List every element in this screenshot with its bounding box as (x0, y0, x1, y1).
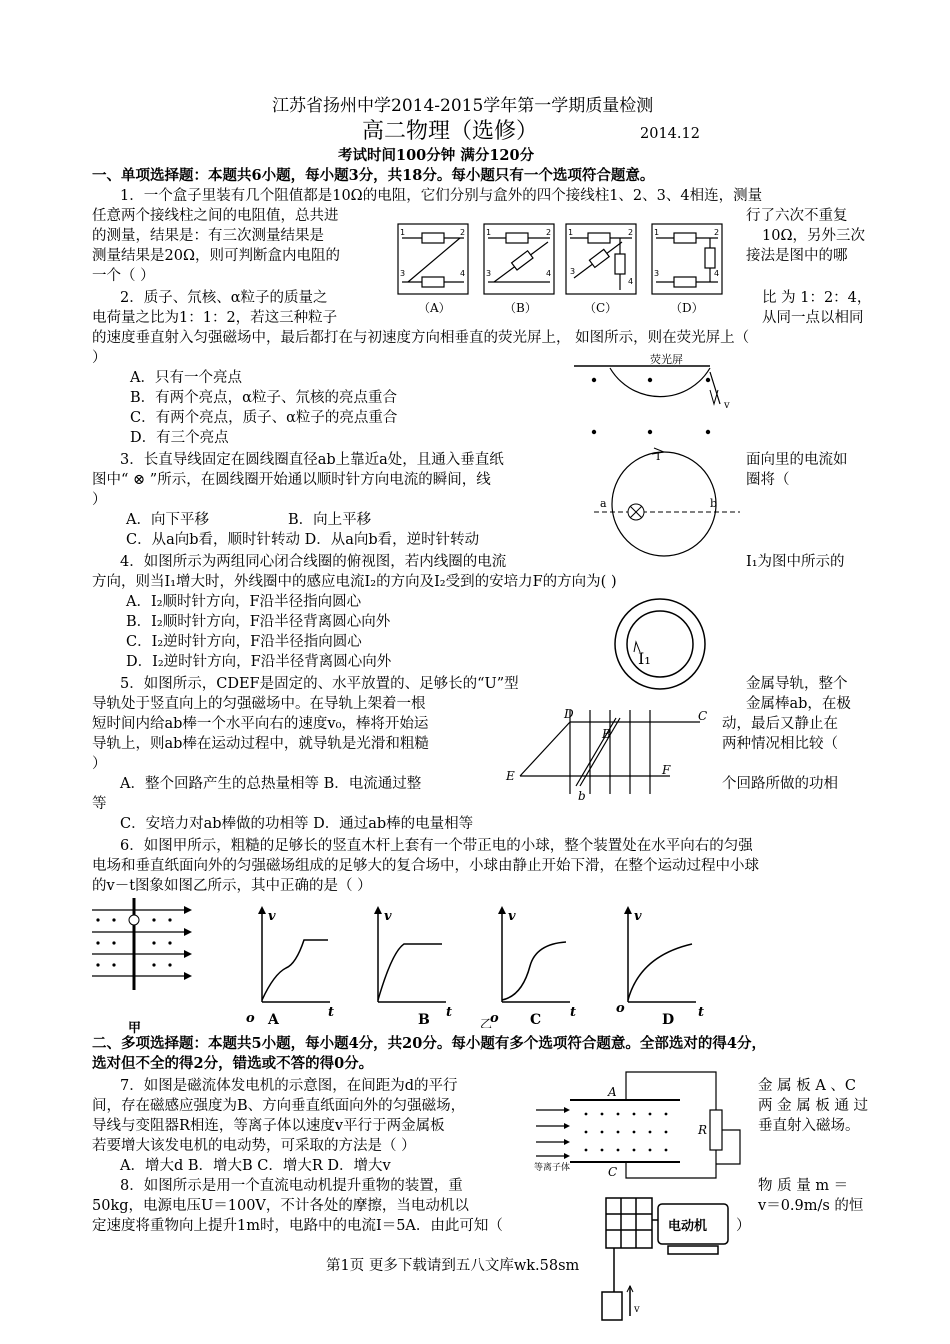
q6-graph-c-v: v (508, 909, 516, 924)
q5-fig-label-b-lower: b (578, 789, 586, 803)
svg-text:3: 3 (654, 269, 660, 278)
q6-graph-a-o: o (246, 1011, 255, 1026)
q6-graph-d-t: t (698, 1005, 705, 1020)
q7-fig-plasma-label: 等离子体 (534, 1163, 571, 1173)
q2-line2b: 从同一点以相同 (762, 310, 864, 326)
q3-line3: ） (92, 492, 107, 508)
q7-line1a: 7．如图是磁流体发电机的示意图，在间距为d的平行 (120, 1078, 458, 1094)
q6-graph-label-a: A (268, 1012, 279, 1028)
footer-text: 第1页 更多下载请到五八文库wk.58sm (326, 1258, 580, 1274)
q3-line2b: 圈将（ (746, 472, 790, 488)
q6-field-figure (88, 898, 198, 1034)
q1-line1: 1．一个盒子里装有几个阻值都是10Ω的电阻，它们分别与盒外的四个接线柱1、2、3、4相连，测量 (120, 188, 763, 204)
q5-line1b: 金属导轨，整个 (746, 676, 848, 692)
q1-line3b: 10Ω，另外三次 (762, 228, 865, 244)
q6-fig-yi-label: 乙 (480, 1017, 493, 1028)
q1-line2a: 任意两个接线柱之间的电阻值，总共进 (92, 208, 339, 224)
school-title: 江苏省扬州中学2014-2015学年第一学期质量检测 (272, 96, 654, 116)
q5-line1a: 5．如图所示，CDEF是固定的、水平放置的、足够长的“U”型 (120, 676, 519, 692)
q5-line6b: 个回路所做的功相 (722, 776, 838, 792)
svg-text:4: 4 (714, 269, 720, 278)
q3-option-b: B．向上平移 (288, 512, 372, 528)
subject-title: 高二物理（选修） (362, 119, 539, 144)
q5-line4a: 导轨上，则ab棒在运动过程中，就导轨是光滑和粗糙 (92, 736, 429, 752)
q4-option-b: B．I₂顺时针方向，F沿半径背离圆心向外 (126, 614, 391, 630)
q5-line2b: 金属棒ab，在极 (746, 696, 851, 712)
q2-line1a: 2．质子、氘核、α粒子的质量之 (120, 290, 328, 306)
q2-option-d: D．有三个亮点 (130, 430, 229, 446)
section1-heading: 一、单项选择题：本题共6小题，每小题3分，共18分。每小题只有一个选项符合题意。 (92, 167, 655, 184)
q1-line2b: 行了六次不重复 (746, 208, 848, 224)
svg-text:3: 3 (400, 269, 406, 278)
q1-resistor-figures (394, 220, 740, 320)
q6-line2: 电场和垂直纸面向外的匀强磁场组成的足够大的复合场中，小球由静止开始下滑，在整个运动过程中小球 (92, 858, 759, 874)
q2-line1b: 比 为 1：2：4， (762, 290, 872, 306)
q7-line3a: 导线与变阻器R相连，等离子体以速度v平行于两金属板 (92, 1118, 445, 1134)
q3-line1a: 3．长直导线固定在圆线圈直径ab上靠近a处，且通入垂直纸 (120, 452, 504, 468)
q8-fig-v-label: v (634, 1304, 640, 1315)
q8-motor-figure (598, 1190, 748, 1330)
q3-coil-figure (592, 446, 742, 558)
q2-line2a: 电荷量之比为1：1：2，若这三种粒子 (92, 310, 338, 326)
q4-line2: 方向，则当I₁增大时，外线圈中的感应电流I₂的方向及I₂受到的安培力F的方向为( ) (92, 574, 617, 590)
q1-line4a: 测量结果是20Ω，则可判断盒内电阻的 (92, 248, 340, 264)
q4-option-a: A．I₂顺时针方向，F沿半径指向圆心 (126, 594, 362, 610)
section2-heading-line2: 选对但不全的得2分，错选或不答的得0分。 (92, 1055, 374, 1072)
q6-graph-d-o: o (616, 1001, 625, 1016)
q7-fig-c-label: C (608, 1165, 618, 1179)
q1-line4b: 接法是图中的哪 (746, 248, 848, 264)
q5-fig-label-e: E (506, 769, 515, 783)
q6-line1: 6．如图甲所示，粗糙的足够长的竖直木杆上套有一个带正电的小球，整个装置处在水平向右的匀强 (120, 838, 753, 854)
svg-text:4: 4 (460, 269, 466, 278)
q6-graph-label-b: B (418, 1012, 430, 1028)
svg-text:2: 2 (460, 228, 466, 237)
svg-text:1: 1 (400, 228, 406, 237)
q7-line4: 若要增大该发电机的电动势，可采取的方法是（ ） (92, 1138, 416, 1154)
q5-fig-label-c: C (698, 709, 708, 723)
q5-line6a: A．整个回路产生的总热量相等 B．电流通过整 (120, 776, 422, 792)
q8-line3a: 定速度将重物向上提升1m时，电路中的电流I＝5A．由此可知（ (92, 1218, 503, 1234)
q1-fig-label-a: （A） (418, 301, 451, 315)
q7-line1b: 金 属 板 A 、C (758, 1078, 857, 1094)
q6-vt-graphs (240, 906, 720, 1028)
q4-fig-i1-label: I₁ (638, 649, 651, 668)
svg-text:3: 3 (570, 267, 576, 276)
q7-line3b: 垂直射入磁场。 (758, 1118, 860, 1134)
q4-option-c: C．I₂逆时针方向，F沿半径指向圆心 (126, 634, 362, 650)
q6-graph-c-o: o (490, 1011, 499, 1026)
q3-option-a: A．向下平移 (126, 512, 209, 528)
q1-line3a: 的测量，结果是：有三次测量结果是 (92, 228, 324, 244)
svg-text:1: 1 (654, 228, 660, 237)
section2-heading-line1: 二、多项选择题：本题共5小题，每小题4分，共20分。每小题有多个选项符合题意。全部选对的得4分， (92, 1035, 766, 1052)
q3-line2a: 图中“ ⊗ ”所示，在圆线圈开始通以顺时针方向电流的瞬间，线 (92, 472, 491, 488)
q4-option-d: D．I₂逆时针方向，F沿半径背离圆心向外 (126, 654, 392, 670)
svg-text:4: 4 (546, 269, 552, 278)
q5-rail-figure (500, 704, 720, 804)
q4-concentric-coils-figure (612, 596, 708, 692)
q6-graph-c-t: t (570, 1005, 577, 1020)
q3-fig-i-label: I (656, 450, 661, 463)
svg-text:2: 2 (628, 228, 634, 237)
q1-fig-label-c: （C） (584, 301, 618, 315)
q5-line7: 等 (92, 796, 107, 812)
q7-mhd-generator-figure (530, 1070, 746, 1180)
q8-line1b: 物 质 量 m ＝ (758, 1178, 849, 1194)
q2-fig-v-label: v (724, 400, 730, 411)
q5-fig-label-f: F (662, 763, 671, 777)
svg-text:2: 2 (714, 228, 720, 237)
q3-fig-b-label: b (710, 497, 718, 510)
q2-fig-screen-label: 荧光屏 (650, 353, 683, 366)
q2-line4: ） (92, 350, 107, 366)
q4-line1b: I₁为图中所示的 (746, 554, 845, 570)
q6-graph-d-v: v (634, 909, 642, 924)
q5-fig-label-d: D (564, 707, 574, 721)
q5-line2a: 导轨处于竖直向上的匀强磁场中。在导轨上架着一根 (92, 696, 426, 712)
exam-date: 2014.12 (640, 126, 700, 142)
q2-screen-figure (570, 350, 750, 446)
q7-line2b: 两 金 属 板 通 过 (758, 1098, 869, 1114)
q2-option-b: B．有两个亮点，α粒子、氘核的亮点重合 (130, 390, 397, 406)
svg-text:4: 4 (628, 277, 634, 286)
q6-graph-a-v: v (268, 909, 276, 924)
q5-line3a: 短时间内给ab棒一个水平向右的速度v₀，棒将开始运 (92, 716, 429, 732)
q2-line3: 的速度垂直射入匀强磁场中，最后都打在与初速度方向相垂直的荧光屏上， 如图所示，则在荧光屏上（ (92, 330, 750, 346)
q7-line2a: 间，存在磁感应强度为B、方向垂直纸面向外的匀强磁场， (92, 1098, 466, 1114)
q7-fig-r-label: R (698, 1123, 708, 1137)
q6-graph-a-t: t (328, 1005, 335, 1020)
q5-line8: C．安培力对ab棒做的功相等 D．通过ab棒的电量相等 (120, 816, 474, 832)
q1-fig-label-b: （B） (504, 301, 537, 315)
exam-info: 考试时间100分钟 满分120分 (338, 147, 535, 164)
q6-graph-b-v: v (384, 909, 392, 924)
svg-text:1: 1 (568, 228, 574, 237)
q5-line4b: 两种情况相比较（ (722, 736, 838, 752)
svg-text:2: 2 (546, 228, 552, 237)
q6-graph-label-c: C (530, 1012, 542, 1028)
q5-line3b: 动，最后又静止在 (722, 716, 838, 732)
svg-text:3: 3 (486, 269, 492, 278)
q6-graph-b-t: t (446, 1005, 453, 1020)
q7-fig-a-label: A (608, 1085, 617, 1099)
q3-line1b: 面向里的电流如 (746, 452, 848, 468)
q5-fig-label-b-upper: B (602, 727, 611, 741)
q6-graph-label-d: D (662, 1012, 675, 1028)
q3-fig-a-label: a (600, 497, 607, 510)
q8-line3b: ） (736, 1218, 751, 1234)
q2-option-a: A．只有一个亮点 (130, 370, 242, 386)
q8-line2a: 50kg，电源电压U＝100V，不计各处的摩擦，当电动机以 (92, 1198, 469, 1214)
q8-line1a: 8．如图所示是用一个直流电动机提升重物的装置，重 (120, 1178, 463, 1194)
q8-fig-motor-label: 电动机 (668, 1219, 708, 1234)
q8-line2b: v＝0.9m/s 的恒 (758, 1198, 864, 1214)
q2-option-c: C．有两个亮点，质子、α粒子的亮点重合 (130, 410, 398, 426)
q7-line5: A．增大d B．增大B C．增大R D．增大v (120, 1158, 391, 1174)
q4-line1a: 4．如图所示为两组同心闭合线圈的俯视图，若内线圈的电流 (120, 554, 507, 570)
q6-fig-jia-label: 甲 (128, 1021, 142, 1034)
svg-text:1: 1 (486, 228, 492, 237)
q6-line3: 的v－t图象如图乙所示，其中正确的是（ ） (92, 878, 372, 894)
q1-line5: 一个（ ） (92, 268, 155, 284)
q5-line5: ） (92, 756, 107, 772)
q1-fig-label-d: （D） (670, 301, 704, 315)
q3-option-cd: C．从a向b看，顺时针转动 D．从a向b看，逆时针转动 (126, 532, 480, 548)
